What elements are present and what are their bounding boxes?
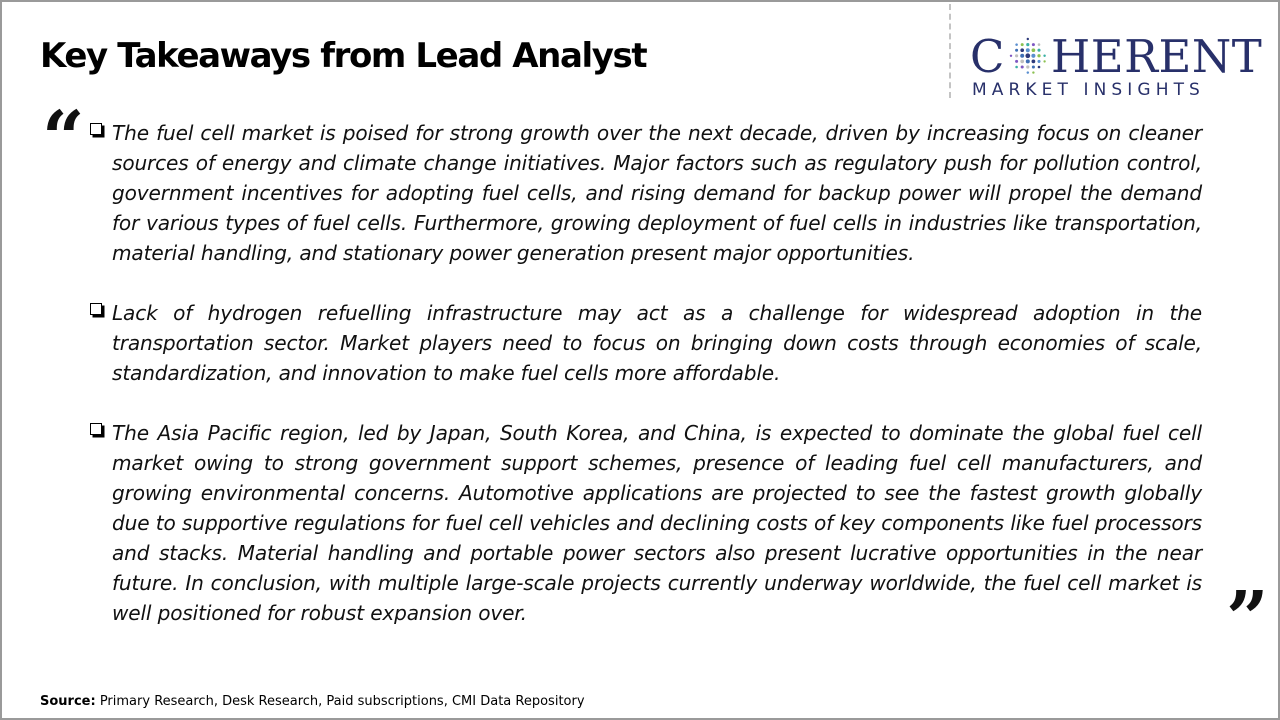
logo-tagline: MARKET INSIGHTS — [972, 80, 1205, 100]
logo-globe-dot — [1037, 60, 1040, 63]
logo-globe-dot — [1043, 60, 1045, 62]
logo-word-rest: HERENT — [1051, 30, 1263, 83]
logo-globe-dot — [1021, 65, 1024, 68]
logo-globe-dot — [1015, 60, 1018, 63]
close-quote-icon: ” — [1226, 576, 1269, 662]
open-quote-icon: “ — [42, 96, 85, 182]
page-title: Key Takeaways from Lead Analyst — [40, 36, 647, 76]
logo-globe-dot — [1038, 43, 1041, 46]
logo-globe-dot — [1026, 59, 1030, 63]
logo-globe-dot — [1020, 48, 1024, 52]
takeaway-text: Lack of hydrogen refuelling infrastructure may act as a challenge for widespread adoption in the transportation sector. Market players need to focus on bringing down costs through economies of scale, standardization, and innovation to make fuel cells more affordable. — [112, 301, 1202, 385]
logo-globe-dot — [1037, 49, 1040, 52]
logo-globe-dot — [1026, 43, 1029, 46]
logo-globe-dot — [1031, 54, 1035, 58]
header-divider — [949, 4, 951, 98]
logo-letter-c: C — [970, 30, 1005, 83]
logo-globe-dot — [1025, 53, 1030, 58]
logo-globe-dot — [1020, 60, 1024, 64]
logo-globe-dot — [1043, 55, 1045, 57]
logo-globe-dot — [1026, 48, 1030, 52]
source-note — [40, 694, 585, 709]
logo-globe-dot — [1015, 66, 1018, 69]
takeaway-text: The Asia Pacific region, led by Japan, South Korea, and China, is expected to dominate the global fuel cell market owing to strong government support schemes, presence of leading fuel cell manufacturers, and growing environmental concerns. Automotive applications are projected to see the fastest growth globally due to supportive regulations for fuel cell vehicles and declining costs of key components like fuel processors and stacks. Material handling and portable power sectors also present lucrative opportunities in the near future. In conclusion, with multiple large-scale projects currently underway worldwide, the fuel cell market is well positioned for robust expansion over. — [112, 421, 1202, 625]
source-text: Primary Research, Desk Research, Paid subscriptions, CMI Data Repository — [95, 694, 585, 709]
logo-globe-dot — [1027, 71, 1029, 73]
logo-globe-dot — [1026, 65, 1029, 68]
logo-globe-dot — [1032, 65, 1035, 68]
takeaway-text: The fuel cell market is poised for strong growth over the next decade, driven by increasing focus on cleaner sources of energy and climate change initiatives. Major factors such as regulatory push for pollution control, government incentives for adopting fuel cells, and rising demand for backup power will propel the demand for various types of fuel cells. Furthermore, growing deployment of fuel cells in industries like transportation, material handling, and stationary power generation present major opportunities. — [112, 121, 1202, 265]
coherent-market-insights-logo — [970, 32, 1262, 102]
logo-globe-dot — [1020, 54, 1024, 58]
logo-globe-dot — [1015, 54, 1018, 57]
logo-globe-dot — [1010, 55, 1012, 57]
logo-globe-dot — [1032, 43, 1035, 46]
logo-globe-dot — [1032, 71, 1034, 73]
logo-globe-dot — [1021, 43, 1024, 46]
logo-globe-dot — [1032, 48, 1036, 52]
logo-globe-icon — [1008, 36, 1048, 76]
logo-globe-dot — [1027, 38, 1029, 40]
checkbox-bullet-icon — [90, 123, 102, 135]
takeaways-list — [88, 118, 1202, 658]
logo-globe-dot — [1037, 54, 1040, 57]
checkbox-bullet-icon — [90, 303, 102, 315]
logo-globe-dot — [1038, 66, 1041, 69]
logo-globe-dot — [1032, 60, 1036, 64]
logo-globe-dot — [1015, 43, 1018, 46]
takeaway-item — [88, 418, 1202, 628]
logo-globe-dot — [1015, 49, 1018, 52]
source-label: Source: — [40, 694, 96, 709]
takeaway-item — [88, 118, 1202, 268]
takeaway-item — [88, 298, 1202, 388]
checkbox-bullet-icon — [90, 423, 102, 435]
